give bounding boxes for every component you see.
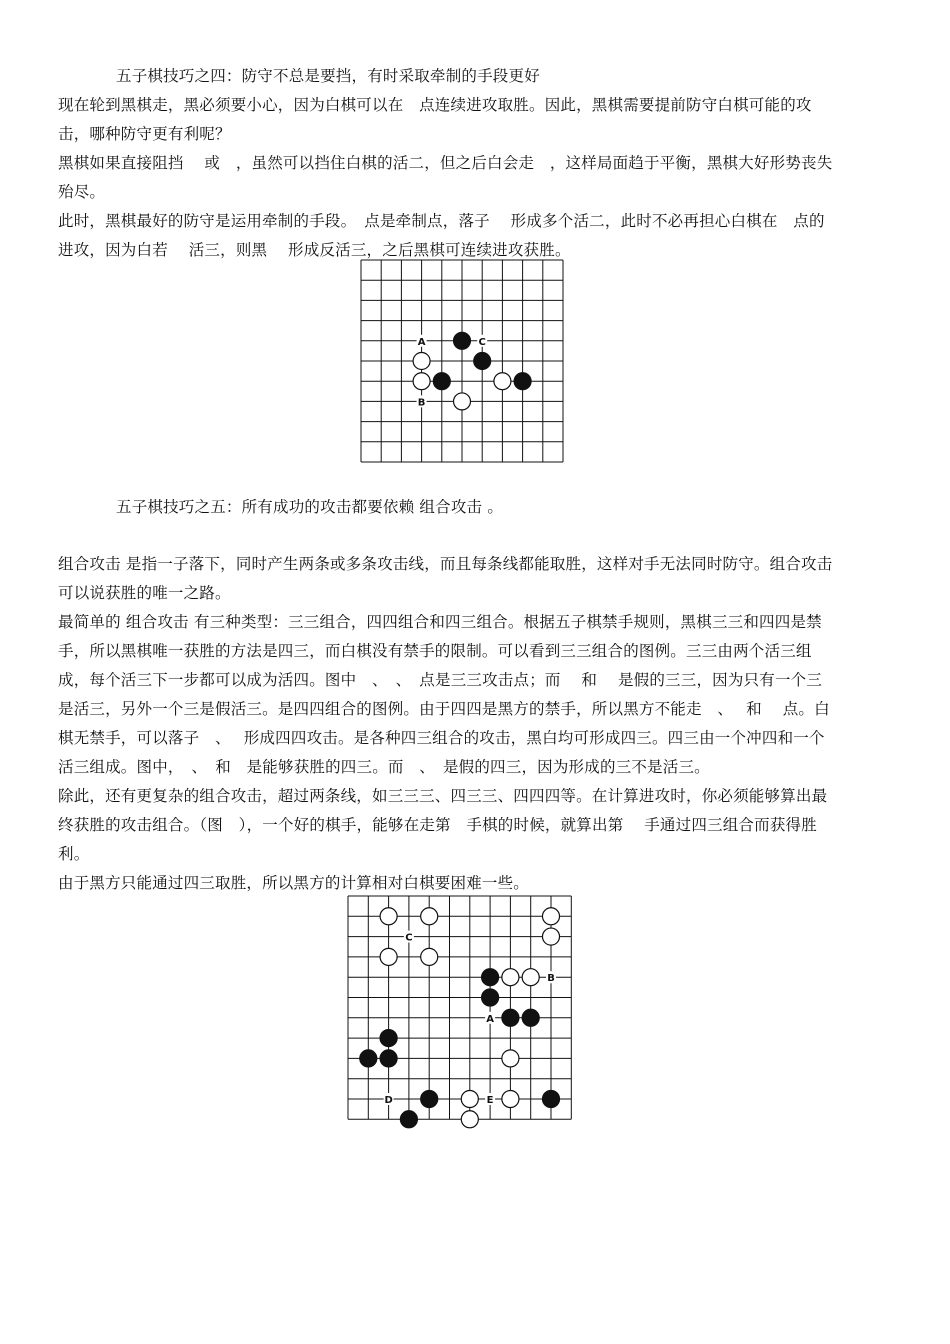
black-stone [380, 1030, 397, 1047]
point-label-c: C [478, 336, 486, 348]
gomoku-board-1 [360, 259, 566, 465]
point-label-e: E [486, 1095, 494, 1106]
point-label-b: B [417, 397, 426, 409]
black-stone [433, 373, 450, 390]
white-stone [461, 1111, 478, 1128]
point-label-c: C [405, 932, 413, 944]
black-stone [522, 1009, 539, 1026]
section5-line-11: 利。 [58, 845, 90, 863]
board-grid [361, 260, 563, 462]
white-stone [421, 908, 438, 925]
gomoku-board-2 [347, 895, 575, 1143]
black-stone [514, 373, 531, 390]
white-stone [454, 393, 471, 410]
section5-line-3: 最简单的 组合攻击 有三种类型：三三组合，四四组合和四三组合。根据五子棋禁手规则，黑棋三三和四四是禁 [58, 613, 822, 631]
point-label-b: B [547, 973, 555, 985]
white-stone [380, 948, 397, 965]
black-stone [482, 969, 499, 986]
section5-line-10: 终获胜的攻击组合。（图 ），一个好的棋手，能够在走第 手棋的时候，就算出第 手通过四三组合而获得胜 [58, 816, 817, 834]
section5-line-8: 活三组成。图中， 、 和 是能够获胜的四三。而 、 是假的四三，因为形成的三不是活三。 [58, 758, 710, 776]
black-stone [482, 989, 499, 1006]
section4-line-2: 击，哪种防守更有利呢？ [58, 125, 231, 143]
white-stone [380, 908, 397, 925]
white-stone [502, 969, 519, 986]
board-grid [348, 896, 571, 1119]
white-stone [502, 1090, 519, 1107]
black-stone [400, 1111, 417, 1128]
section5-line-6: 是活三，另外一个三是假活三。是四四组合的图例。由于四四是黑方的禁手，所以黑方不能走 、 和 点。白 [58, 700, 830, 718]
black-stone [474, 353, 491, 370]
black-stone [454, 332, 471, 349]
section4-line-3: 黑棋如果直接阻挡 或 ，虽然可以挡住白棋的活二，但之后白会走 ，这样局面趋于平衡，黑棋大好形势丧失 [58, 154, 833, 172]
section5-line-12: 由于黑方只能通过四三取胜，所以黑方的计算相对白棋要困难一些。 [58, 874, 530, 892]
white-stone [461, 1090, 478, 1107]
section5-line-9: 除此，还有更复杂的组合攻击，超过两条线，如三三三、四三三、四四四等。在计算进攻时，你必须能够算出最 [58, 787, 828, 805]
white-stone [502, 1050, 519, 1067]
section5-line-1: 组合攻击 是指一子落下，同时产生两条或多条攻击线，而且每条线都能取胜，这样对手无法同时防守。组合攻击 [58, 555, 833, 573]
black-stone [502, 1009, 519, 1026]
white-stone [413, 373, 430, 390]
section4-title: 五子棋技巧之四：防守不总是要挡，有时采取牵制的手段更好 [116, 67, 540, 85]
white-stone [494, 373, 511, 390]
white-stone [542, 928, 559, 945]
section5-line-5: 成，每个活三下一步都可以成为活四。图中 、 、 点是三三攻击点；而 和 是假的三三，因为只有一个三 [58, 671, 823, 689]
board-1-diagram [360, 259, 566, 465]
point-label-d: D [384, 1095, 393, 1106]
section5-line-2: 可以说获胜的唯一之路。 [58, 584, 231, 602]
black-stone [542, 1090, 559, 1107]
section5-title: 五子棋技巧之五：所有成功的攻击都要依赖 组合攻击 。 [116, 498, 504, 516]
board-2-diagram [347, 895, 575, 1143]
white-stone [413, 353, 430, 370]
section4-line-6: 进攻，因为白若 活三，则黑 形成反活三，之后黑棋可连续进攻获胜。 [58, 241, 571, 259]
section4-line-5: 此时，黑棋最好的防守是运用牵制的手段。 点是牵制点，落子 形成多个活二，此时不必再担心白棋在 点的 [58, 212, 825, 230]
black-stone [421, 1090, 438, 1107]
section4-line-4: 殆尽。 [58, 183, 106, 201]
point-label-a: A [486, 1013, 494, 1025]
section4-line-1: 现在轮到黑棋走，黑必须要小心，因为白棋可以在 点连续进攻取胜。因此，黑棋需要提前防守白棋可能的攻 [58, 96, 812, 114]
section5-line-4: 手，所以黑棋唯一获胜的方法是四三，而白棋没有禁手的限制。可以看到三三组合的图例。三三由两个活三组 [58, 642, 812, 660]
white-stone [421, 948, 438, 965]
black-stone [360, 1050, 377, 1067]
section5-line-7: 棋无禁手，可以落子 、 形成四四攻击。是各种四三组合的攻击，黑白均可形成四三。四三由一个冲四和一个 [58, 729, 825, 747]
white-stone [522, 969, 539, 986]
white-stone [542, 908, 559, 925]
point-label-a: A [417, 336, 426, 348]
black-stone [380, 1050, 397, 1067]
